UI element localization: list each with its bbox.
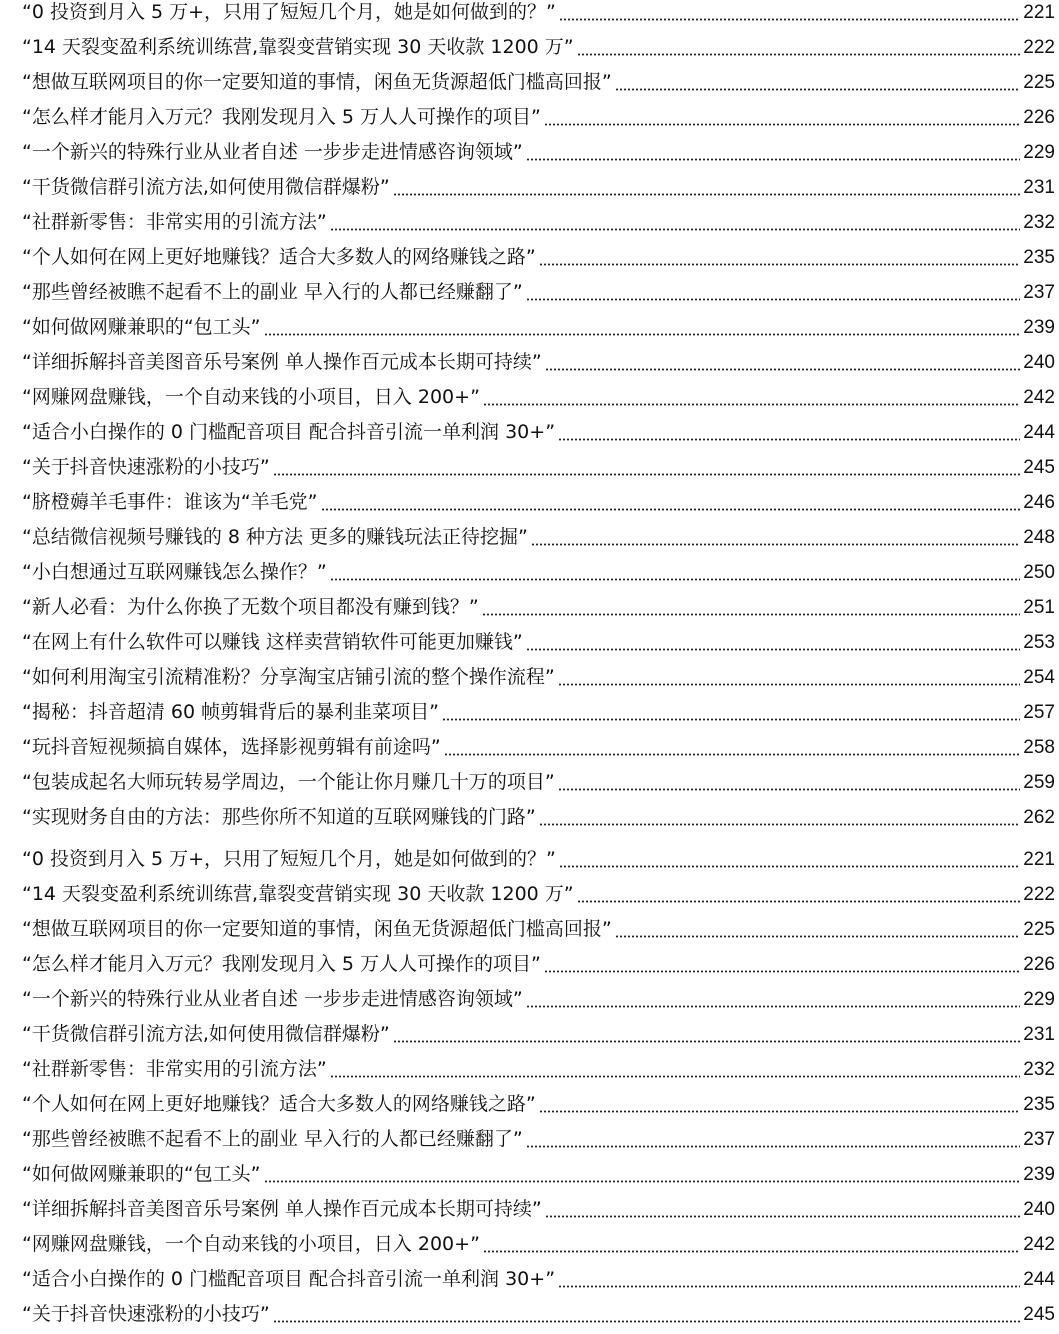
- toc-entry-page-number: 246: [1023, 492, 1055, 513]
- toc-entry-title: “适合小白操作的 0 门槛配音项目 配合抖音引流一单利润 30+”: [22, 421, 556, 443]
- dot-leader: [526, 158, 1020, 161]
- toc-entry-title: “如何做网赚兼职的“包工头”: [22, 1163, 261, 1185]
- toc-entry-title: “揭秘：抖音超清 60 帧剪辑背后的暴利韭菜项目”: [22, 701, 439, 723]
- dot-leader: [558, 1285, 1020, 1288]
- toc-entry-page-number: 231: [1023, 177, 1055, 198]
- toc-entry[interactable]: [0, 520, 1059, 555]
- toc-entry-title: “14 天裂变盈利系统训练营,靠裂变营销实现 30 天收款 1200 万”: [22, 36, 574, 58]
- toc-entry-page-number: 235: [1023, 247, 1055, 268]
- toc-entry[interactable]: [0, 65, 1059, 100]
- toc-entry-title: “详细拆解抖音美图音乐号案例 单人操作百元成本长期可持续”: [22, 1198, 542, 1220]
- toc-entry[interactable]: [0, 947, 1059, 982]
- dot-leader: [526, 1005, 1020, 1008]
- dot-leader: [273, 1320, 1020, 1323]
- dot-leader: [526, 648, 1020, 651]
- dot-leader: [615, 88, 1020, 91]
- dot-leader: [482, 613, 1020, 616]
- toc-entry-page-number: 254: [1023, 667, 1055, 688]
- toc-entry-page-number: 242: [1023, 387, 1055, 408]
- toc-entry-title: “详细拆解抖音美图音乐号案例 单人操作百元成本长期可持续”: [22, 351, 542, 373]
- dot-leader: [483, 403, 1020, 406]
- dot-leader: [444, 753, 1020, 756]
- toc-entry[interactable]: [0, 450, 1059, 485]
- toc-entry-page-number: 239: [1023, 317, 1055, 338]
- toc-entry[interactable]: [0, 842, 1059, 877]
- toc-entry-page-number: 240: [1023, 352, 1055, 373]
- dot-leader: [264, 333, 1020, 336]
- toc-entry-page-number: 226: [1023, 107, 1055, 128]
- toc-entry-page-number: 225: [1023, 72, 1055, 93]
- toc-entry[interactable]: [0, 1192, 1059, 1227]
- toc-entry[interactable]: [0, 345, 1059, 380]
- dot-leader: [559, 865, 1020, 868]
- toc-entry[interactable]: [0, 1052, 1059, 1087]
- toc-entry[interactable]: [0, 170, 1059, 205]
- toc-entry-title: “一个新兴的特殊行业从业者自述 一步步走进情感咨询领域”: [22, 141, 523, 163]
- toc-entry[interactable]: [0, 1122, 1059, 1157]
- toc-entry-page-number: 259: [1023, 772, 1055, 793]
- dot-leader: [577, 900, 1020, 903]
- dot-leader: [577, 53, 1020, 56]
- toc-entry-page-number: 226: [1023, 954, 1055, 975]
- toc-entry-title: “个人如何在网上更好地赚钱？适合大多数人的网络赚钱之路”: [22, 246, 536, 268]
- toc-page-bottom: [0, 838, 1059, 1334]
- toc-entry-page-number: 257: [1023, 702, 1055, 723]
- dot-leader: [615, 935, 1020, 938]
- dot-leader: [273, 473, 1020, 476]
- dot-leader: [393, 193, 1020, 196]
- toc-entry-page-number: 229: [1023, 142, 1055, 163]
- toc-entry[interactable]: [0, 1297, 1059, 1332]
- toc-entry-page-number: 221: [1023, 849, 1055, 870]
- dot-leader: [393, 1040, 1020, 1043]
- dot-leader: [544, 123, 1020, 126]
- toc-entry-title: “小白想通过互联网赚钱怎么操作？”: [22, 561, 327, 583]
- dot-leader: [544, 970, 1020, 973]
- toc-entry[interactable]: [0, 135, 1059, 170]
- toc-entry-title: “总结微信视频号赚钱的 8 种方法 更多的赚钱玩法正待挖掘”: [22, 526, 528, 548]
- dot-leader: [321, 508, 1020, 511]
- toc-entry-page-number: 245: [1023, 457, 1055, 478]
- dot-leader: [483, 1250, 1020, 1253]
- toc-entry[interactable]: [0, 240, 1059, 275]
- toc-entry-title: “如何利用淘宝引流精准粉？分享淘宝店铺引流的整个操作流程”: [22, 666, 555, 688]
- toc-entry-page-number: 253: [1023, 632, 1055, 653]
- toc-entry-title: “0 投资到月入 5 万+，只用了短短几个月，她是如何做到的？”: [22, 1, 556, 23]
- toc-entry[interactable]: [0, 1157, 1059, 1192]
- toc-entry-page-number: 229: [1023, 989, 1055, 1010]
- dot-leader: [442, 718, 1020, 721]
- toc-entry[interactable]: [0, 205, 1059, 240]
- dot-leader: [539, 823, 1020, 826]
- toc-entry-page-number: 245: [1023, 1304, 1055, 1325]
- toc-entry-page-number: 240: [1023, 1199, 1055, 1220]
- toc-entry[interactable]: [0, 1227, 1059, 1262]
- toc-entry-page-number: 251: [1023, 597, 1055, 618]
- toc-entry-page-number: 250: [1023, 562, 1055, 583]
- toc-entry[interactable]: [0, 982, 1059, 1017]
- toc-entry-page-number: 258: [1023, 737, 1055, 758]
- toc-entry[interactable]: [0, 275, 1059, 310]
- toc-entry[interactable]: [0, 877, 1059, 912]
- toc-entry-title: “个人如何在网上更好地赚钱？适合大多数人的网络赚钱之路”: [22, 1093, 536, 1115]
- toc-entry-title: “在网上有什么软件可以赚钱 这样卖营销软件可能更加赚钱”: [22, 631, 523, 653]
- toc-entry-page-number: 239: [1023, 1164, 1055, 1185]
- toc-entry-title: “想做互联网项目的你一定要知道的事情，闲鱼无货源超低门槛高回报”: [22, 918, 612, 940]
- toc-entry-title: “如何做网赚兼职的“包工头”: [22, 316, 261, 338]
- dot-leader: [526, 1145, 1020, 1148]
- toc-entry-title: “干货微信群引流方法,如何使用微信群爆粉”: [22, 176, 390, 198]
- toc-entry-title: “关于抖音快速涨粉的小技巧”: [22, 1303, 270, 1325]
- toc-entry[interactable]: [0, 30, 1059, 65]
- toc-entry[interactable]: [0, 485, 1059, 520]
- toc-entry-page-number: 262: [1023, 807, 1055, 828]
- toc-entry-page-number: 244: [1023, 422, 1055, 443]
- toc-entry[interactable]: [0, 380, 1059, 415]
- toc-entry-title: “包装成起名大师玩转易学周边，一个能让你月赚几十万的项目”: [22, 771, 555, 793]
- toc-entry[interactable]: [0, 555, 1059, 590]
- toc-entry-title: “社群新零售：非常实用的引流方法”: [22, 1058, 327, 1080]
- toc-entry-title: “那些曾经被瞧不起看不上的副业 早入行的人都已经赚翻了”: [22, 281, 523, 303]
- toc-entry-title: “实现财务自由的方法：那些你所不知道的互联网赚钱的门路”: [22, 806, 536, 828]
- toc-entry-title: “怎么样才能月入万元？我刚发现月入 5 万人人可操作的项目”: [22, 953, 541, 975]
- dot-leader: [559, 18, 1020, 21]
- toc-entry[interactable]: [0, 660, 1059, 695]
- dot-leader: [531, 543, 1020, 546]
- dot-leader: [558, 683, 1020, 686]
- toc-entry[interactable]: [0, 590, 1059, 625]
- toc-entry[interactable]: [0, 625, 1059, 660]
- toc-entry-page-number: 242: [1023, 1234, 1055, 1255]
- toc-entry[interactable]: [0, 1017, 1059, 1052]
- toc-entry-page-number: 221: [1023, 2, 1055, 23]
- toc-entry[interactable]: [0, 800, 1059, 833]
- toc-entry-title: “社群新零售：非常实用的引流方法”: [22, 211, 327, 233]
- toc-entry[interactable]: [0, 1262, 1059, 1297]
- toc-entry-page-number: 248: [1023, 527, 1055, 548]
- dot-leader: [330, 228, 1020, 231]
- toc-entry-title: “那些曾经被瞧不起看不上的副业 早入行的人都已经赚翻了”: [22, 1128, 523, 1150]
- toc-entry-page-number: 231: [1023, 1024, 1055, 1045]
- toc-entry-page-number: 237: [1023, 282, 1055, 303]
- toc-entry-page-number: 225: [1023, 919, 1055, 940]
- toc-entry-page-number: 235: [1023, 1094, 1055, 1115]
- toc-entry-page-number: 222: [1023, 884, 1055, 905]
- toc-list-bottom: [0, 842, 1059, 1332]
- toc-entry[interactable]: [0, 765, 1059, 800]
- toc-entry-title: “脐橙薅羊毛事件：谁该为“羊毛党”: [22, 491, 318, 513]
- dot-leader: [264, 1180, 1020, 1183]
- dot-leader: [539, 263, 1020, 266]
- toc-entry-title: “关于抖音快速涨粉的小技巧”: [22, 456, 270, 478]
- dot-leader: [558, 788, 1020, 791]
- toc-entry-page-number: 232: [1023, 212, 1055, 233]
- toc-entry[interactable]: [0, 415, 1059, 450]
- toc-entry-title: “14 天裂变盈利系统训练营,靠裂变营销实现 30 天收款 1200 万”: [22, 883, 574, 905]
- toc-entry-title: “网赚网盘赚钱，一个自动来钱的小项目，日入 200+”: [22, 1233, 480, 1255]
- dot-leader: [526, 298, 1020, 301]
- toc-entry-title: “网赚网盘赚钱，一个自动来钱的小项目，日入 200+”: [22, 386, 480, 408]
- toc-entry-page-number: 232: [1023, 1059, 1055, 1080]
- toc-entry[interactable]: [0, 100, 1059, 135]
- dot-leader: [330, 1075, 1020, 1078]
- toc-entry-title: “新人必看：为什么你换了无数个项目都没有赚到钱？”: [22, 596, 479, 618]
- toc-entry-page-number: 222: [1023, 37, 1055, 58]
- toc-entry[interactable]: [0, 695, 1059, 730]
- toc-entry[interactable]: [0, 1087, 1059, 1122]
- toc-entry[interactable]: [0, 310, 1059, 345]
- toc-entry-title: “想做互联网项目的你一定要知道的事情，闲鱼无货源超低门槛高回报”: [22, 71, 612, 93]
- dot-leader: [330, 578, 1020, 581]
- toc-entry[interactable]: [0, 912, 1059, 947]
- toc-entry-title: “玩抖音短视频搞自媒体，选择影视剪辑有前途吗”: [22, 736, 441, 758]
- toc-entry[interactable]: [0, 730, 1059, 765]
- dot-leader: [545, 368, 1020, 371]
- dot-leader: [558, 438, 1020, 441]
- toc-entry-title: “怎么样才能月入万元？我刚发现月入 5 万人人可操作的项目”: [22, 106, 541, 128]
- dot-leader: [545, 1215, 1020, 1218]
- toc-entry-page-number: 244: [1023, 1269, 1055, 1290]
- toc-entry-title: “0 投资到月入 5 万+，只用了短短几个月，她是如何做到的？”: [22, 848, 556, 870]
- toc-entry-page-number: 237: [1023, 1129, 1055, 1150]
- toc-entry-title: “适合小白操作的 0 门槛配音项目 配合抖音引流一单利润 30+”: [22, 1268, 556, 1290]
- dot-leader: [539, 1110, 1020, 1113]
- toc-entry-title: “干货微信群引流方法,如何使用微信群爆粉”: [22, 1023, 390, 1045]
- toc-entry[interactable]: [0, 0, 1059, 30]
- toc-entry-title: “一个新兴的特殊行业从业者自述 一步步走进情感咨询领域”: [22, 988, 523, 1010]
